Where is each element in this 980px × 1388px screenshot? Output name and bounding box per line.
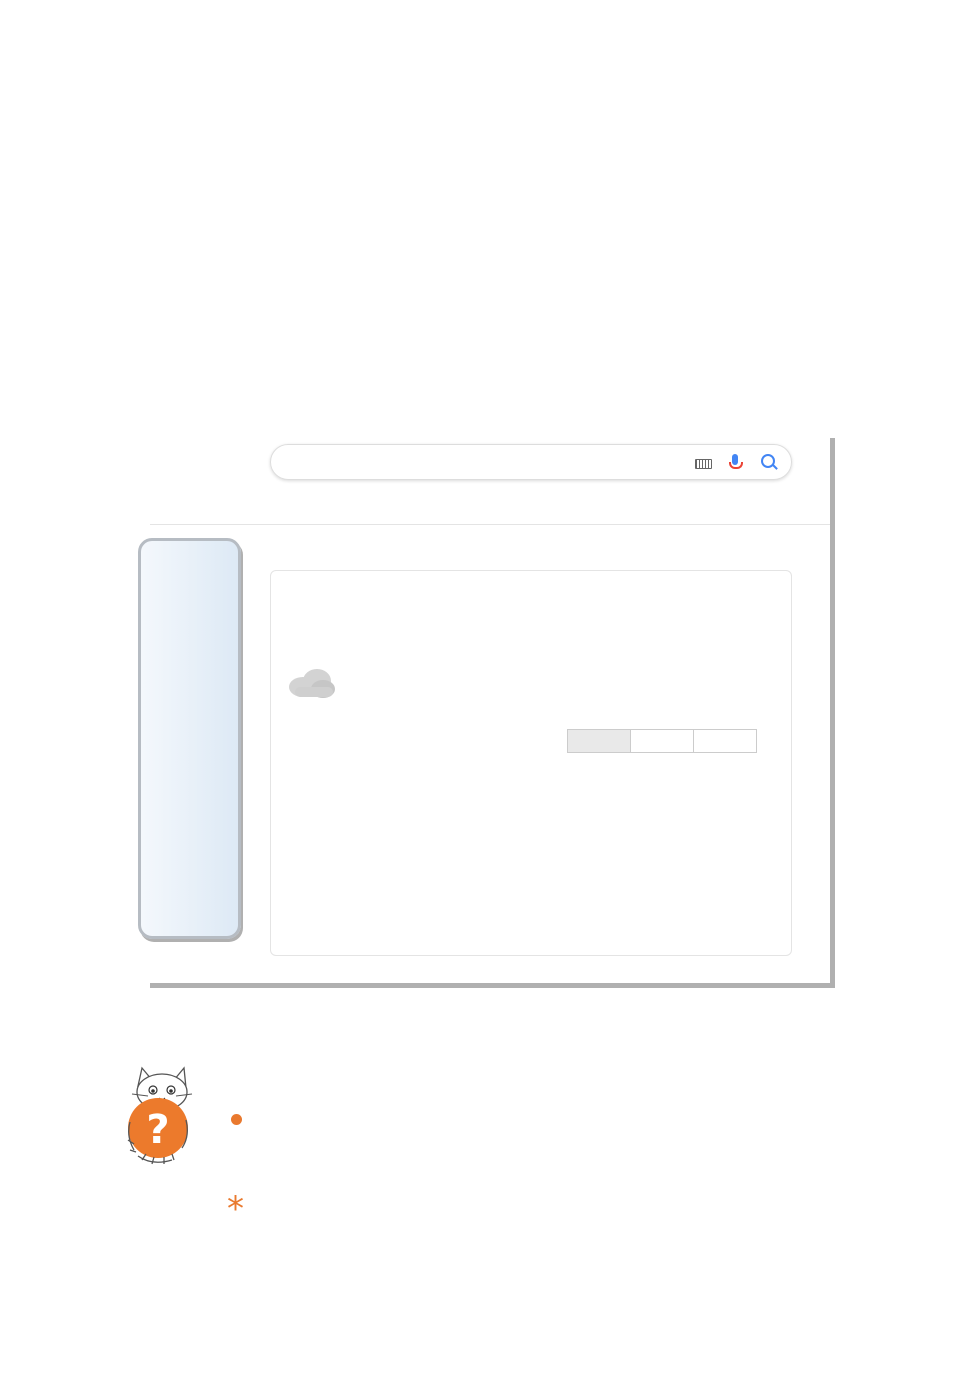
temperature-chart (285, 759, 780, 829)
search-screenshot (150, 438, 835, 988)
temperature-button[interactable] (568, 730, 631, 752)
search-tabs (150, 500, 830, 525)
microphone-icon[interactable] (732, 454, 738, 465)
wind-button[interactable] (694, 730, 756, 752)
precipitation-button[interactable] (631, 730, 694, 752)
hour-axis (271, 837, 791, 851)
thermometer-illustration (138, 538, 241, 939)
weather-card (270, 570, 792, 956)
svg-text:?: ? (146, 1107, 170, 1153)
search-icon[interactable] (761, 454, 775, 468)
intro-paragraph (126, 196, 850, 233)
forecast-paragraph (126, 304, 850, 341)
search-box[interactable] (270, 444, 792, 480)
bullet-icon (231, 1114, 242, 1125)
thermometer-scale (141, 541, 238, 936)
keyboard-icon[interactable] (695, 459, 712, 469)
asterisk-icon: * (227, 1189, 244, 1229)
daily-forecast (271, 855, 791, 945)
cat-question-icon (122, 1060, 196, 1168)
cloud-icon (285, 665, 337, 699)
weather-view-toggle (567, 729, 757, 753)
